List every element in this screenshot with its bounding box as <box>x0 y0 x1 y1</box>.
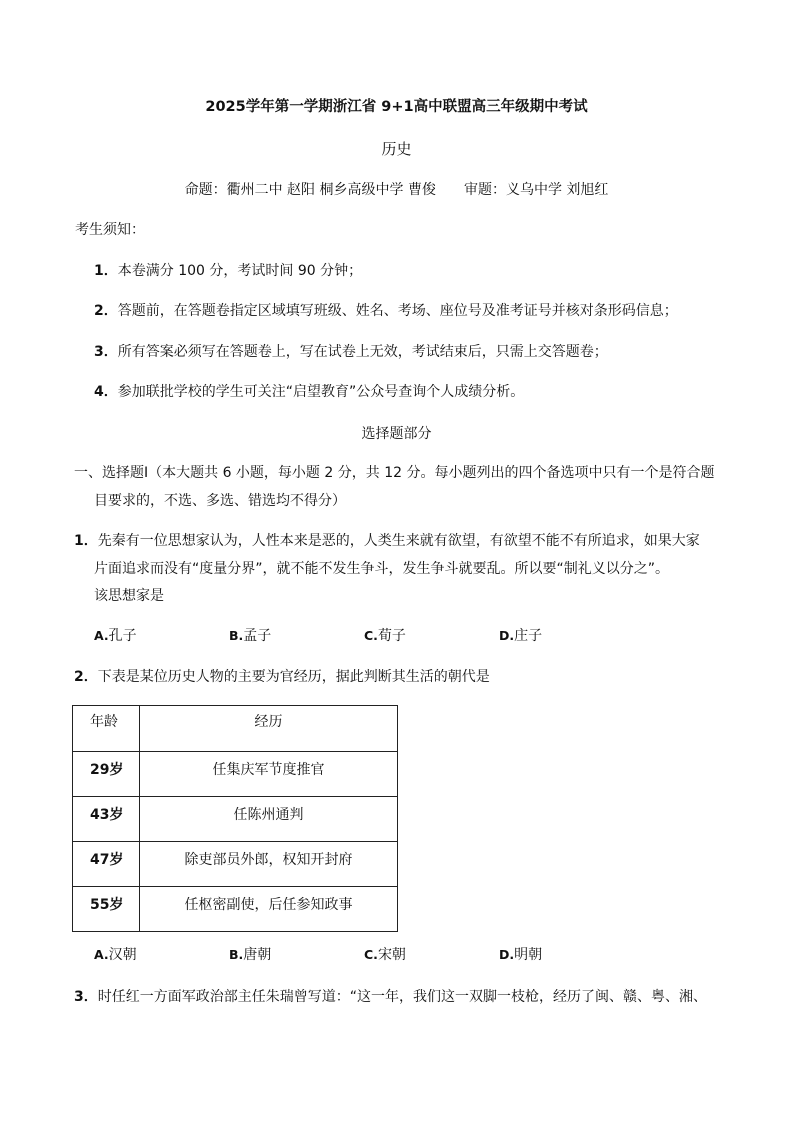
header-age: 年龄 <box>73 706 140 752</box>
option-b: B.孟子 <box>229 628 272 644</box>
part-instructions-line1: 一、选择题Ⅰ（本大题共 6 小题，每小题 2 分，共 12 分。每小题列出的四个备选项中只有一个是符合题 <box>74 465 715 481</box>
table-row: 47岁 除吏部员外郎，权知开封府 <box>73 842 398 887</box>
part-instructions-line2: 目要求的，不选、多选、错选均不得分） <box>94 493 346 509</box>
note-item: 2．答题前，在答题卷指定区域填写班级、姓名、考场、座位号及准考证号并核对条形码信息； <box>94 303 678 319</box>
setter-names: 衢州二中 赵阳 桐乡高级中学 曹俊 <box>226 182 436 198</box>
note-item: 1．本卷满分 100 分，考试时间 90 分钟； <box>94 263 363 279</box>
table-row: 29岁 任集庆军节度推官 <box>73 752 398 797</box>
career-table <box>72 705 398 932</box>
question-3-stem: 3．时任红一方面军政治部主任朱瑞曾写道：“这一年，我们这一双脚一枝枪，经历了闽、赣、粤、湘、 <box>74 989 708 1005</box>
question-1-options <box>94 625 634 645</box>
option-b: B.唐朝 <box>229 947 272 963</box>
question-2-options <box>94 944 634 964</box>
table-row: 55岁 任枢密副使，后任参知政事 <box>73 887 398 932</box>
authors-line <box>0 179 793 199</box>
question-1-line2: 片面追求而没有“度量分界”，就不能不发生争斗，发生争斗就要乱。所以要“制礼义以分之”。 <box>94 561 670 577</box>
table-header-row <box>73 706 398 752</box>
reviewer-label: 审题： <box>463 182 506 198</box>
option-a: A.汉朝 <box>94 947 137 963</box>
option-d: D.庄子 <box>499 628 543 644</box>
option-d: D.明朝 <box>499 947 543 963</box>
note-item: 4．参加联批学校的学生可关注“启望教育”公众号查询个人成绩分析。 <box>94 384 525 400</box>
table-row: 43岁 任陈州通判 <box>73 797 398 842</box>
reviewer-names: 义乌中学 刘旭红 <box>505 182 609 198</box>
exam-title: 2025学年第一学期浙江省 9+1高中联盟高三年级期中考试 <box>205 99 588 115</box>
option-a: A.孔子 <box>94 628 137 644</box>
setter-label: 命题： <box>184 182 227 198</box>
note-item: 3．所有答案必须写在答题卷上，写在试卷上无效，考试结束后，只需上交答题卷； <box>94 344 608 360</box>
question-1-line3: 该思想家是 <box>94 588 164 604</box>
option-c: C.荀子 <box>364 628 406 644</box>
question-2-stem: 2．下表是某位历史人物的主要为官经历，据此判断其生活的朝代是 <box>74 669 490 685</box>
section-title: 选择题部分 <box>361 426 432 442</box>
option-c: C.宋朝 <box>364 947 406 963</box>
subject-title: 历史 <box>381 140 412 158</box>
header-experience: 经历 <box>140 706 398 752</box>
notes-heading: 考生须知： <box>75 222 145 238</box>
question-1-line1: 1．先秦有一位思想家认为，人性本来是恶的，人类生来就有欲望，有欲望不能不有所追求，如果大家 <box>74 533 700 549</box>
